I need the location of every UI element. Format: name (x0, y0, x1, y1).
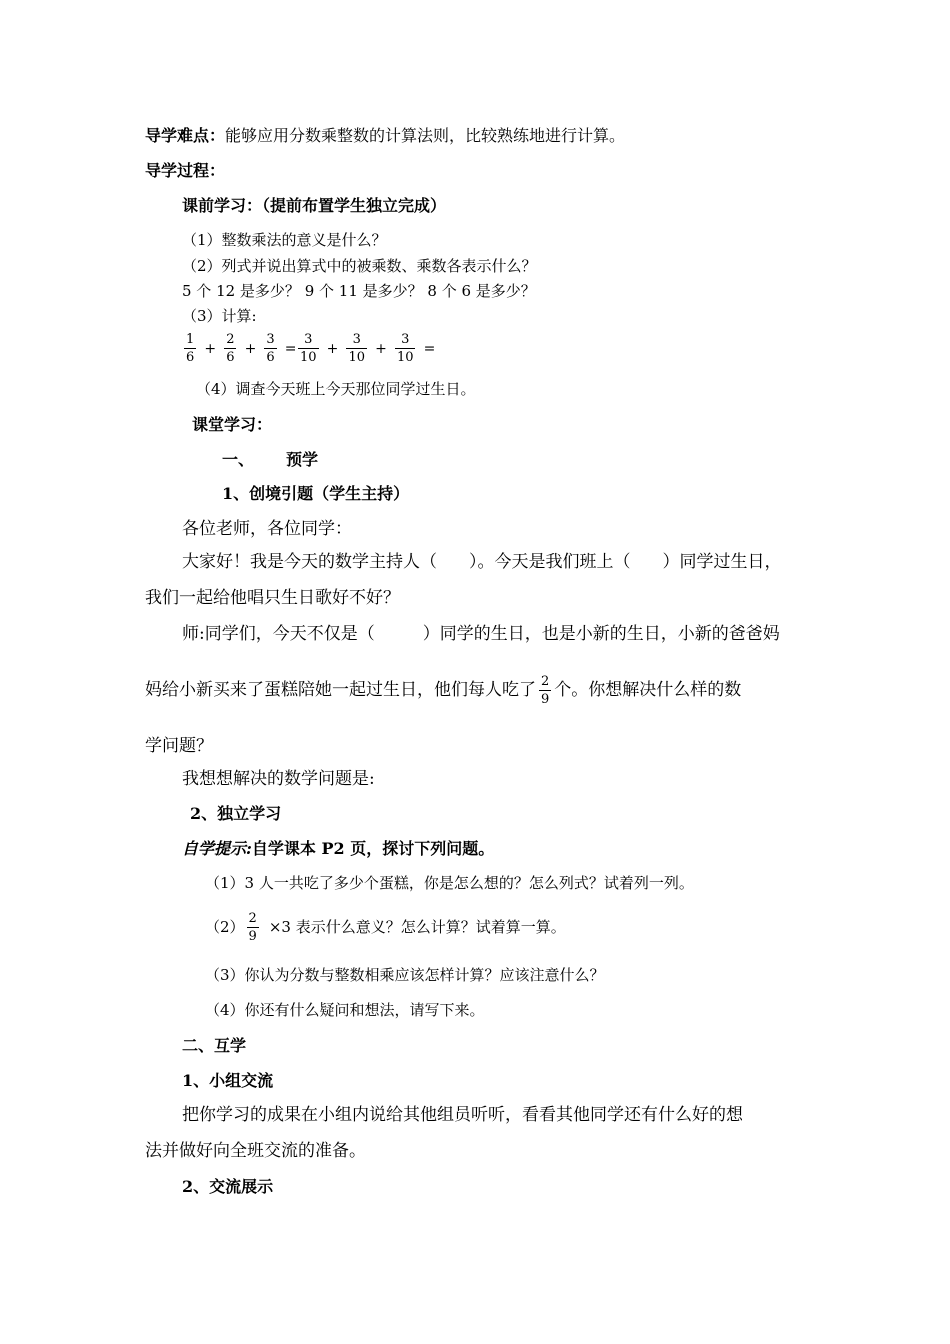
teacher-paragraph-line1: 师:同学们，今天不仅是（ ）同学的生日，也是小新的生日，小新的爸爸妈 (182, 624, 780, 644)
hint-question-1: （1）3 人一共吃了多少个蛋糕，你是怎么想的？怎么列式？试着列一列。 (205, 874, 694, 892)
hint-question-3: （3）你认为分数与整数相乘应该怎样计算？应该注意什么？ (205, 966, 605, 984)
inclass-heading: 课堂学习： (192, 415, 273, 434)
hint-question-2: （2） $\frac{2}{9}$ ×3 表示什么意义？怎么计算？试着算一算。 (205, 911, 566, 944)
hint-question-4: （4）你还有什么疑问和想法，请写下来。 (205, 1001, 485, 1019)
part2-section1-title: 1、小组交流 (182, 1071, 274, 1090)
preclass-q2: （2）列式并说出算式中的被乘数、乘数各表示什么？ (182, 257, 537, 275)
problem-prompt: 我想想解决的数学问题是: (182, 769, 375, 789)
greeting: 各位老师，各位同学： (182, 519, 352, 539)
plus-sign: + (204, 340, 217, 357)
fraction-expression-2 (297, 333, 437, 364)
fraction: $\frac{1}{6}$ (186, 332, 195, 365)
section1-title: 1、创境引题（学生主持） (222, 484, 410, 503)
section2-title: 2、独立学习 (190, 804, 282, 823)
fraction: $\frac{2}{6}$ (226, 332, 235, 365)
preclass-q2-items: 5 个 12 是多少？ 9 个 11 是多少？ 8 个 6 是多少？ (182, 282, 536, 300)
plus-sign: + (375, 340, 387, 357)
part1-title: 预学 (286, 450, 319, 469)
difficulty-text: 能够应用分数乘整数的计算法则，比较熟练地进行计算。 (225, 126, 626, 145)
fraction: $\frac{3}{10}$ (396, 332, 414, 365)
part2-section2-title: 2、交流展示 (182, 1177, 274, 1196)
teacher-paragraph-line3: 学问题？ (145, 736, 213, 756)
process-heading: 导学过程： (145, 161, 226, 180)
part2-title: 二、互学 (182, 1036, 247, 1055)
equals-sign: = (423, 340, 436, 357)
group-paragraph-line1: 把你学习的成果在小组内说给其他组员听听，看看其他同学还有什么好的想 (182, 1105, 743, 1125)
fraction: $\frac{2}{9}$ (541, 674, 550, 707)
equals-sign: = (284, 340, 297, 357)
fraction-expression-1 (183, 333, 299, 364)
self-study-hint (182, 841, 494, 857)
difficulty-line (145, 128, 625, 144)
preclass-q4: （4）调查今天班上今天那位同学过生日。 (196, 380, 476, 398)
preclass-heading: 课前学习：（提前布置学生独立完成） (182, 196, 447, 215)
plus-sign: + (326, 340, 339, 357)
hint-text: 自学课本 P2 页，探讨下列问题。 (251, 839, 495, 858)
group-paragraph-line2: 法并做好向全班交流的准备。 (145, 1141, 366, 1161)
host-paragraph-line2: 我们一起给他唱只生日歌好不好？ (145, 588, 400, 608)
fraction: $\frac{2}{9}$ (248, 911, 257, 944)
plus-sign: + (244, 340, 257, 357)
fraction: $\frac{3}{10}$ (300, 332, 317, 365)
fraction: $\frac{3}{6}$ (266, 332, 275, 365)
preclass-q3: （3）计算: (182, 307, 257, 325)
hint-label: 自学提示: (182, 839, 252, 858)
host-paragraph-line1: 大家好！我是今天的数学主持人（ ）。今天是我们班上（ ）同学过生日， (182, 552, 782, 572)
preclass-q1: （1）整数乘法的意义是什么？ (182, 231, 387, 249)
fraction: $\frac{3}{10}$ (348, 332, 366, 365)
part1-num: 一、 (222, 450, 255, 469)
part1-heading (222, 452, 318, 468)
difficulty-label: 导学难点： (145, 126, 226, 145)
teacher-paragraph-line2: 妈给小新买来了蛋糕陪她一起过生日，他们每人吃了 $\frac{2}{9}$ 个。你想解决什么样的数 (145, 674, 742, 707)
